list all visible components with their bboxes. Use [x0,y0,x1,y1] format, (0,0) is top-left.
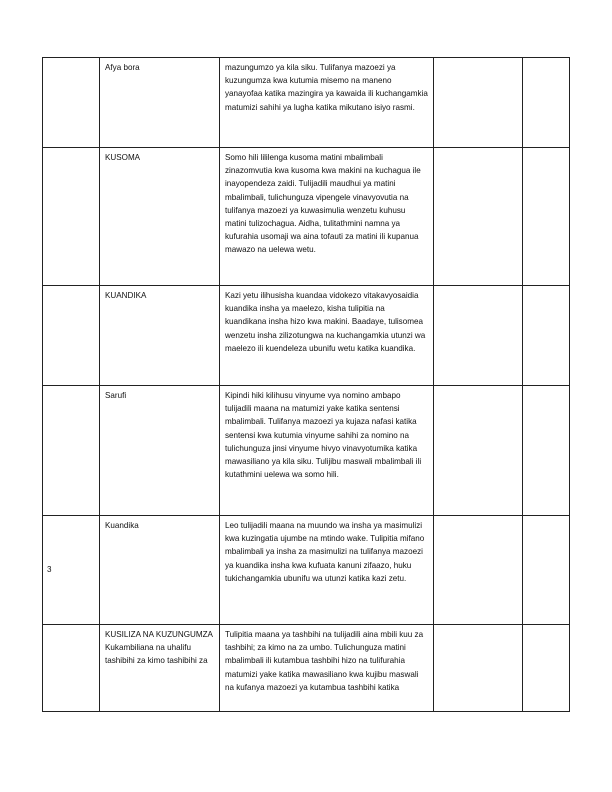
topic-cell [100,58,220,148]
table-row [43,58,570,148]
topic-cell [100,625,220,712]
lesson-description: mazungumzo ya kila siku. Tulifanya mazoezi ya kuzungumza kwa kutumia misemo na maneno yanayofaa katika mazingira ya kawaida ili kuchangamkia matumizi sahihi ya lugha katika mikutano isiyo rasmi. [225,63,428,112]
week-number: 3 [47,564,52,574]
empty-cell [434,58,523,148]
table-row [43,386,570,516]
topic-label: KUSOMA [105,153,141,162]
empty-cell [434,286,523,386]
week-cell [43,58,100,148]
topic-cell [100,516,220,625]
empty-cell [434,625,523,712]
content-cell [220,58,434,148]
week-cell [43,286,100,386]
topic-label: KUANDIKA [105,291,147,300]
subtopic-label: Kukambiliana na uhalifu tashibihi za kimo tashibihi za [105,643,208,666]
table-row [43,148,570,286]
empty-cell [523,286,570,386]
table-row [43,286,570,386]
lesson-description: Somo hili lililenga kusoma matini mbalimbali zinazomvutia kwa kusoma kwa makini na kuchagua ile inayopendeza zaidi. Tulijadili maudhui ya matini mbalimbali, tulichunguza vipengele vinavyovutia na tulifanya mazoezi ya kuwasimulia wenzetu kuhusu matini tulizochagua. Aidha, tulitathmini namna ya kufurahia usomaji wa aina tofauti za matini ili kupanua mawazo na uelewa wetu. [225,153,421,255]
lesson-description: Tulipitia maana ya tashbihi na tulijadili aina mbili kuu za tashbihi; za kimo na za umbo. Tulichunguza matini mbalimbali ili kutambua tashbihi hizo na tulifurahia matumizi yake katika mawasiliano kwa kujibu maswali na kufanya mazoezi ya kutambua tashbihi katika [225,630,424,692]
content-cell [220,386,434,516]
topic-label: Afya bora [105,63,140,72]
empty-cell [523,148,570,286]
topic-label: KUSILIZA NA KUZUNGUMZA [105,630,213,639]
lesson-description: Kazi yetu ilihusisha kuandaa vidokezo vitakavyosaidia kuandika insha ya maelezo, kisha tulipitia na kuandikana insha hizo kwa makini. Baadaye, tulisomea wenzetu insha zilizotungwa na kuchangamkia utunzi wa maelezo ili kuendeleza ubunifu wetu katika kuandika. [225,291,426,353]
table-row [43,625,570,712]
lesson-description: Leo tulijadili maana na muundo wa insha ya masimulizi kwa kuzingatia ujumbe na mtindo wake. Tulipitia mifano mbalimbali ya insha za masimulizi na tulifanya mazoezi ya kuandika insha kwa kufuata kanuni zifaazo, huku tukichangamkia ubunifu wa utunzi katika kazi zetu. [225,521,425,583]
content-cell [220,286,434,386]
week-cell [43,625,100,712]
lesson-table [42,57,570,712]
empty-cell [523,58,570,148]
week-cell [43,148,100,286]
empty-cell [434,148,523,286]
empty-cell [523,386,570,516]
week-cell [43,516,100,625]
empty-cell [434,516,523,625]
topic-label: Sarufi [105,391,127,400]
empty-cell [434,386,523,516]
topic-cell [100,148,220,286]
content-cell [220,516,434,625]
content-cell [220,625,434,712]
empty-cell [523,516,570,625]
empty-cell [523,625,570,712]
topic-cell [100,286,220,386]
content-cell [220,148,434,286]
topic-cell [100,386,220,516]
topic-label: Kuandika [105,521,139,530]
table-row [43,516,570,625]
lesson-description: Kipindi hiki kilihusu vinyume vya nomino ambapo tulijadili maana na matumizi yake katika sentensi mbalimbali. Tulifanya mazoezi ya kujaza nafasi katika sentensi kwa kutumia vinyume sahihi za nomino na tulichunguza jinsi vinyume hivyo vinavyotumika katika mawasiliano ya kila siku. Tulijibu maswali mbalimbali ili kutathmini uelewa wa somo hili. [225,391,422,480]
week-cell [43,386,100,516]
